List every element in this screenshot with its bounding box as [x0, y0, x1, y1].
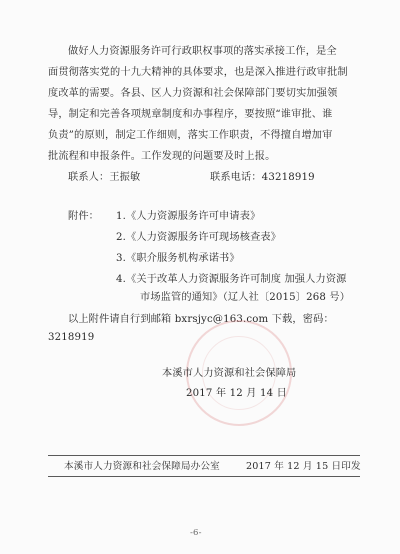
body-line-2: 面贯彻落实党的十九大精神的具体要求，也是深入推进行政审批制	[48, 67, 348, 78]
body-line-5: 负责”的原则，制定工作细则，落实工作职责，不得擅自增加审	[48, 130, 333, 141]
body-line-1: 做好人力资源服务许可行政职权事项的落实承接工作，是全	[68, 46, 337, 57]
download-password: 3218919	[48, 332, 95, 343]
attachment-item-3: 3.《职介服务机构承诺书》	[116, 253, 240, 264]
footer-print-date: 2017 年 12 月 15 日印发	[246, 461, 361, 472]
download-note: 以上附件请自行到邮箱 bxrsjyc@163.com 下载，密码：	[68, 314, 334, 325]
contact-phone: 联系电话：43218919	[210, 172, 315, 183]
attachments-label: 附件：	[68, 211, 100, 222]
attachment-item-2: 2.《人力资源服务许可现场核查表》	[116, 232, 282, 243]
attachment-item-4-continued: 市场监管的通知》（辽人社〔2015〕268 号）	[140, 292, 351, 303]
issuer-name: 本溪市人力资源和社会保障局	[162, 368, 297, 379]
footer-rule-bottom	[48, 476, 360, 477]
contact-name: 联系人：王振敏	[68, 172, 141, 183]
attachment-item-1: 1.《人力资源服务许可申请表》	[116, 211, 261, 222]
footer-issuing-office: 本溪市人力资源和社会保障局办公室	[64, 461, 220, 472]
footer-rule-top	[48, 455, 360, 456]
body-line-6: 批流程和申报条件。工作发现的问题要及时上报。	[48, 151, 276, 162]
page-number: -6-	[190, 528, 202, 538]
body-line-4: 导，制定和完善各项规章制度和办事程序，要按照“谁审批、谁	[48, 109, 333, 120]
attachment-item-4: 4.《关于改革人力资源服务许可制度 加强人力资源	[116, 274, 347, 285]
issue-date: 2017 年 12 月 14 日	[186, 388, 288, 399]
body-line-3: 度改革的需要。各县、区人力资源和社会保障部门要切实加强领	[48, 88, 338, 99]
